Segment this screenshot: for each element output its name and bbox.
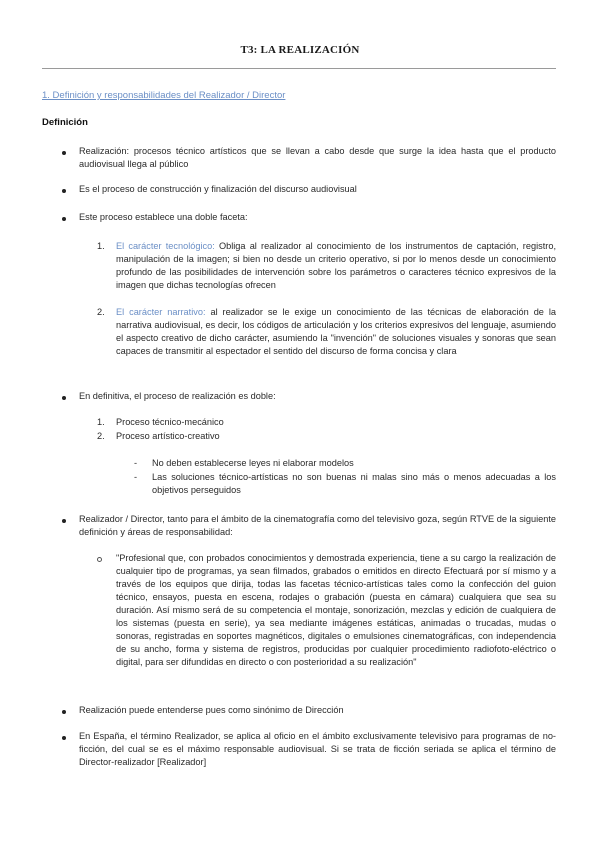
- paragraph-definitiva: En definitiva, el proceso de realización es doble:: [79, 391, 276, 401]
- facet-narrativo: [116, 306, 556, 358]
- list-number: 2.: [97, 307, 105, 317]
- paragraph-rtve: Realizador / Director, tanto para el ámbito de la cinematografía como del televisivo goza, según RTVE de la siguiente definición y áreas de responsabilidad:: [79, 514, 556, 537]
- paragraph-sinonimo: Realización puede entenderse pues como sinónimo de Dirección: [79, 705, 344, 715]
- list-number: 2.: [97, 431, 105, 441]
- bullet-dot: [62, 519, 66, 523]
- bullet-dot: [62, 396, 66, 400]
- bullet-dot: [62, 151, 66, 155]
- facet-label: El carácter narrativo:: [116, 307, 206, 317]
- bullet-dot: [62, 736, 66, 740]
- dash-marker: -: [134, 458, 138, 468]
- dash-item: Las soluciones técnico-artísticas no son buenas ni malas sino más o menos adecuadas a los objetivos perseguidos: [152, 472, 556, 495]
- bullet-dot: [62, 217, 66, 221]
- paragraph-proceso: Es el proceso de construcción y finalización del discurso audiovisual: [79, 184, 357, 194]
- section-link[interactable]: 1. Definición y responsabilidades del Realizador / Director: [42, 90, 286, 101]
- paragraph-realizacion: Realización: procesos técnico artísticos que se llevan a cabo desde que surge la idea hasta que el producto audiovisual llega al público: [79, 146, 556, 169]
- facet-label: El carácter tecnológico:: [116, 241, 215, 251]
- title-divider: [42, 68, 556, 69]
- dash-marker: -: [134, 472, 138, 482]
- quote-definicion: "Profesional que, con probados conocimientos y demostrada experiencia, tiene a su cargo la realización de cualquier tipo de programas, ya sean filmados, grabados o emitidos en directo Efectuará por sí mismo y a través de los equipos que dirija, todas las facetas técnico-artísticas tales como la confección del guion técnico, ensayos, puesta en escena, rodajes o grabación (puesta en cámara) cualquiera que sea su duración. Así mismo será de su competencia el montaje, sonorización, mezclas y edición de cualquiera de los sistemas (puesta en serie), ya sea mediante imágenes estáticas, animadas o trucadas, mudas o sonoras, registradas en soportes magnéticos, digitales o emulsiones cinematográficas, con independencia de su ancho, forma y sistema de registros, producidas por cualquier procedimiento radiofoto-eléctrico o digital, para ser difundidas en directo o con posterioridad a su realización": [116, 553, 556, 667]
- list-number: 1.: [97, 417, 105, 427]
- dash-item: No deben establecerse leyes ni elaborar modelos: [152, 458, 354, 468]
- paragraph-doble-faceta: Este proceso establece una doble faceta:: [79, 212, 248, 222]
- facet-text: Obliga al realizador al conocimiento de los instrumentos de captación, registro, manipulación de la imagen; si bien no desde un criterio operativo, si por lo menos desde un conocimiento profundo de las posibilidades de intervención sobre los parámetros o caracteres técnico expresivos de la imagen que dichas tecnologías ofrecen: [116, 241, 556, 290]
- section-heading: Definición: [42, 117, 88, 128]
- facet-tecnologico: [116, 240, 556, 292]
- bullet-dot: [62, 710, 66, 714]
- facet-text: al realizador se le exige un conocimiento de las técnicas de elaboración de la narrativa audiovisual, es decir, los códigos de articulación y los criterios expresivos del lenguaje, asumiendo el aspecto creativo de dicho carácter, asumiendo la "invención" de soluciones visuales y sonoras que sean capaces de transmitir al espectador el sentido del discurso de forma concisa y clara: [116, 307, 556, 356]
- paragraph-espana: En España, el término Realizador, se aplica al oficio en el ámbito exclusivamente televisivo para programas de no-ficción, del cual se es el máximo responsable audiovisual. Si se trata de ficción seriada se aplica el término de Director-realizador [Realizador]: [79, 731, 556, 767]
- process-item: Proceso técnico-mecánico: [116, 417, 224, 427]
- bullet-dot: [62, 189, 66, 193]
- process-item: Proceso artístico-creativo: [116, 431, 220, 441]
- list-number: 1.: [97, 241, 105, 251]
- sub-bullet-circle: [97, 557, 102, 562]
- page-title: T3: LA REALIZACIÓN: [240, 44, 360, 56]
